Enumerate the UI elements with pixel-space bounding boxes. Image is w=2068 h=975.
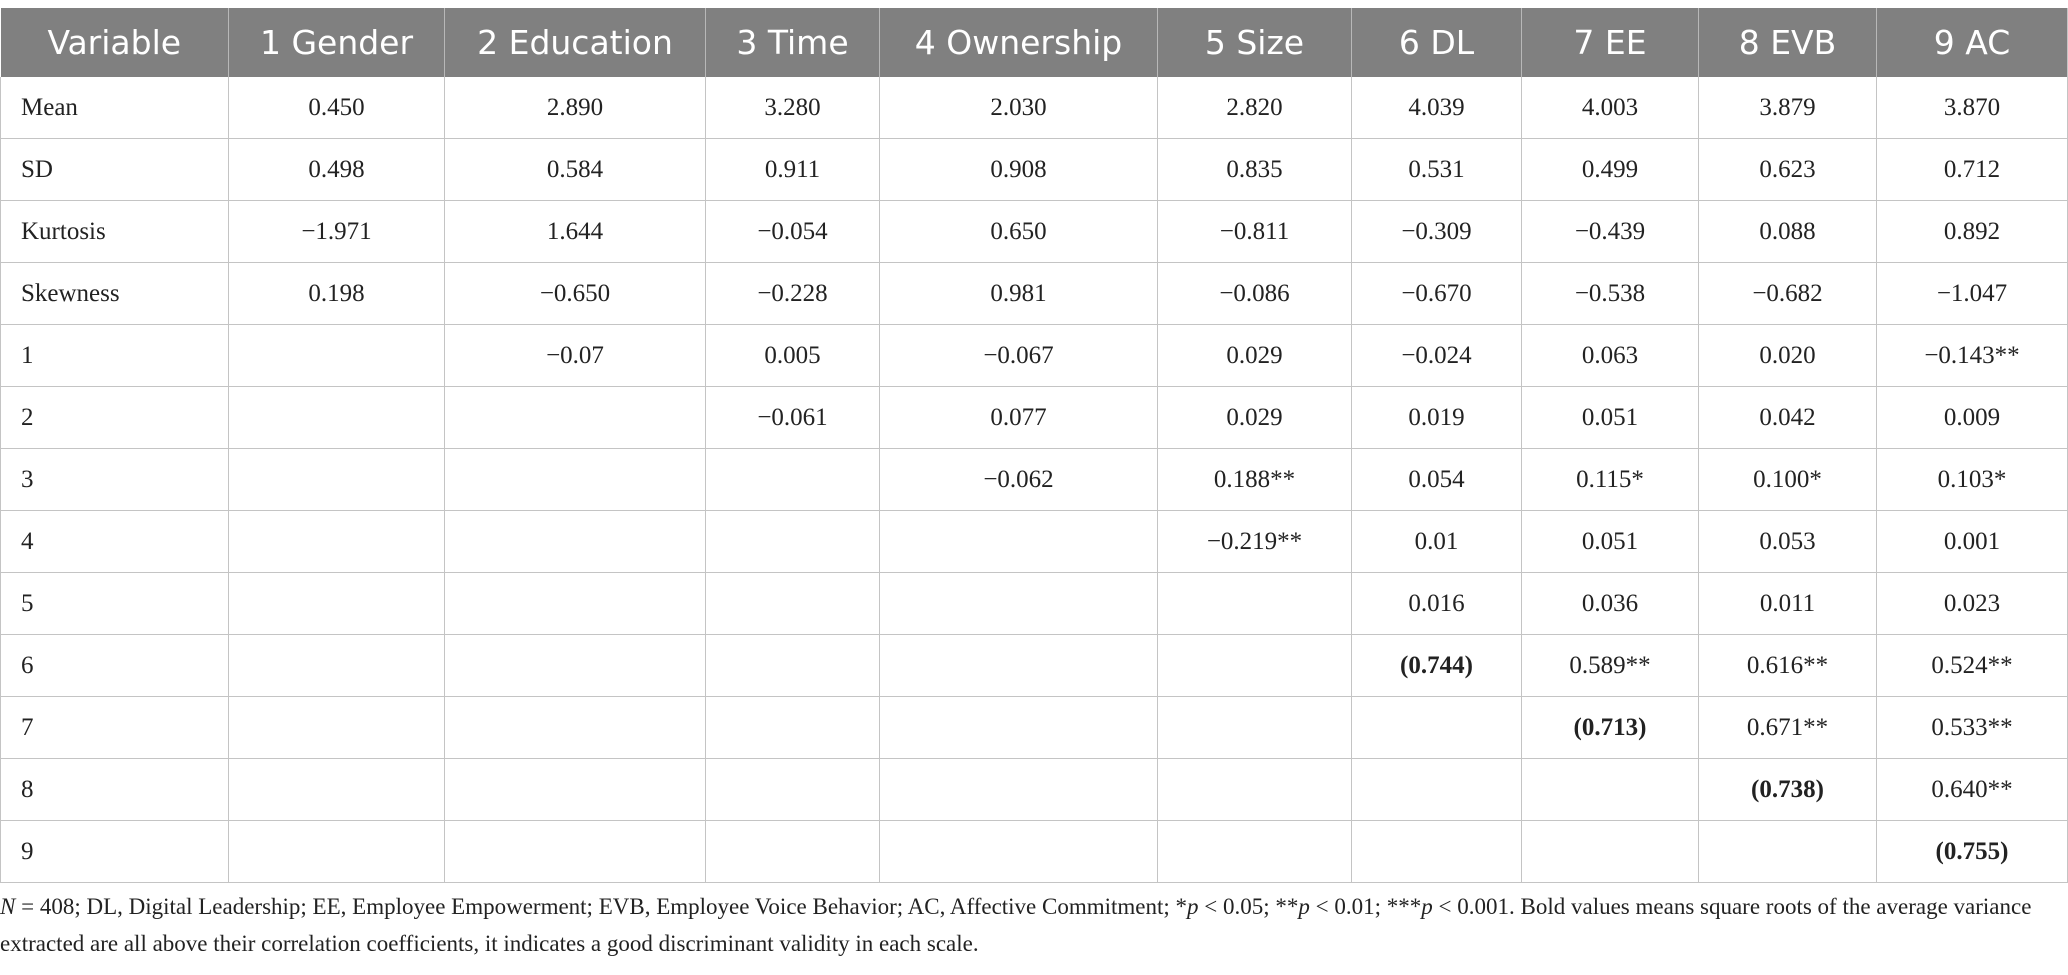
table-cell: −0.061 (706, 387, 880, 449)
table-row (1, 759, 2068, 821)
row-label: Skewness (1, 263, 229, 325)
table-cell: 0.499 (1522, 139, 1699, 201)
table-cell: −0.143** (1877, 325, 2068, 387)
table-cell (1522, 821, 1699, 883)
table-cell: 0.188** (1158, 449, 1352, 511)
table-cell (1158, 573, 1352, 635)
table-cell (445, 821, 706, 883)
table-cell: 0.011 (1699, 573, 1877, 635)
table-cell (229, 573, 445, 635)
table-cell (1158, 697, 1352, 759)
table-cell: 0.023 (1877, 573, 2068, 635)
note-p-symbol-3: p (1421, 894, 1433, 919)
table-cell (229, 511, 445, 573)
table-cell (1352, 697, 1522, 759)
header-row (1, 8, 2068, 77)
row-label: SD (1, 139, 229, 201)
table-cell: 0.001 (1877, 511, 2068, 573)
table-cell: −0.439 (1522, 201, 1699, 263)
table-cell (706, 759, 880, 821)
table-cell: −0.219** (1158, 511, 1352, 573)
table-cell: −0.054 (706, 201, 880, 263)
row-label: Kurtosis (1, 201, 229, 263)
table-cell: −0.309 (1352, 201, 1522, 263)
table-cell: 0.671** (1699, 697, 1877, 759)
table-cell: −0.07 (445, 325, 706, 387)
table-row (1, 325, 2068, 387)
table-cell: 2.820 (1158, 77, 1352, 139)
table-cell: 0.009 (1877, 387, 2068, 449)
table-cell (880, 511, 1158, 573)
row-label: 8 (1, 759, 229, 821)
table-cell: 0.077 (880, 387, 1158, 449)
table-cell: −0.670 (1352, 263, 1522, 325)
table-cell: −0.228 (706, 263, 880, 325)
table-cell: 4.039 (1352, 77, 1522, 139)
row-label: 1 (1, 325, 229, 387)
table-cell: 3.280 (706, 77, 880, 139)
table-cell: 0.115* (1522, 449, 1699, 511)
table-cell: 0.498 (229, 139, 445, 201)
note-p-text-1: < 0.05; ** (1198, 894, 1299, 919)
table-container (0, 8, 2068, 883)
table-body (1, 77, 2068, 883)
table-cell: 0.042 (1699, 387, 1877, 449)
table-cell: 0.051 (1522, 511, 1699, 573)
row-label: 5 (1, 573, 229, 635)
table-cell (445, 635, 706, 697)
table-cell: −0.062 (880, 449, 1158, 511)
table-cell (229, 697, 445, 759)
table-cell: 0.908 (880, 139, 1158, 201)
column-header-8: 8 EVB (1699, 8, 1877, 77)
table-cell: 0.584 (445, 139, 706, 201)
table-cell: 0.450 (229, 77, 445, 139)
row-label: 2 (1, 387, 229, 449)
table-row (1, 511, 2068, 573)
table-cell: −0.024 (1352, 325, 1522, 387)
table-cell (229, 821, 445, 883)
table-cell (229, 759, 445, 821)
table-cell (445, 387, 706, 449)
column-header-1: 1 Gender (229, 8, 445, 77)
table-cell (880, 759, 1158, 821)
table-cell: 0.019 (1352, 387, 1522, 449)
descriptive-statistics-table (0, 8, 2068, 883)
table-cell: 0.531 (1352, 139, 1522, 201)
table-cell (1158, 635, 1352, 697)
table-cell: 2.890 (445, 77, 706, 139)
column-header-5: 5 Size (1158, 8, 1352, 77)
column-header-7: 7 EE (1522, 8, 1699, 77)
table-cell: 0.623 (1699, 139, 1877, 201)
note-n-text: = 408; DL, Digital Leadership; EE, Employee Empowerment; EVB, Employee Voice Behavior; AC, Affective Commitment; * (15, 894, 1188, 919)
table-cell: 0.016 (1352, 573, 1522, 635)
column-header-4: 4 Ownership (880, 8, 1158, 77)
row-label: 9 (1, 821, 229, 883)
table-cell: 0.640** (1877, 759, 2068, 821)
table-cell: −0.086 (1158, 263, 1352, 325)
table-cell: 0.088 (1699, 201, 1877, 263)
table-cell: 0.005 (706, 325, 880, 387)
table-cell: 0.835 (1158, 139, 1352, 201)
table-cell (706, 511, 880, 573)
note-p-symbol-2: p (1298, 894, 1310, 919)
table-cell (445, 449, 706, 511)
table-cell: −0.538 (1522, 263, 1699, 325)
table-cell (445, 573, 706, 635)
table-cell: 0.712 (1877, 139, 2068, 201)
note-p-text-3: < 0.001. Bold values means square roots of the average variance extracted are all above their correlation coefficients, it indicates a good discriminant validity in each scale. (0, 894, 2032, 956)
table-cell: (0.755) (1877, 821, 2068, 883)
table-cell: 3.879 (1699, 77, 1877, 139)
table-row (1, 635, 2068, 697)
table-cell (229, 325, 445, 387)
note-p-text-2: < 0.01; *** (1309, 894, 1422, 919)
table-cell (229, 449, 445, 511)
table-cell (880, 573, 1158, 635)
table-cell (1158, 821, 1352, 883)
table-cell (880, 635, 1158, 697)
table-cell (706, 697, 880, 759)
table-cell (706, 573, 880, 635)
row-label: 4 (1, 511, 229, 573)
table-footnote (0, 888, 2060, 962)
table-row (1, 449, 2068, 511)
table-cell: 0.911 (706, 139, 880, 201)
table-cell: 0.616** (1699, 635, 1877, 697)
column-header-3: 3 Time (706, 8, 880, 77)
column-header-2: 2 Education (445, 8, 706, 77)
table-cell: (0.744) (1352, 635, 1522, 697)
table-cell: (0.738) (1699, 759, 1877, 821)
table-cell: 0.051 (1522, 387, 1699, 449)
table-cell: 0.054 (1352, 449, 1522, 511)
row-label: 6 (1, 635, 229, 697)
table-row (1, 821, 2068, 883)
table-cell (1158, 759, 1352, 821)
table-cell: 0.892 (1877, 201, 2068, 263)
row-label: 7 (1, 697, 229, 759)
table-cell: 0.053 (1699, 511, 1877, 573)
table-row (1, 263, 2068, 325)
table-row (1, 139, 2068, 201)
table-cell: 0.524** (1877, 635, 2068, 697)
note-n-symbol: N (0, 894, 16, 919)
column-header-variable: Variable (1, 8, 229, 77)
table-cell: 0.01 (1352, 511, 1522, 573)
table-row (1, 201, 2068, 263)
table-cell (229, 635, 445, 697)
column-header-9: 9 AC (1877, 8, 2068, 77)
table-cell: (0.713) (1522, 697, 1699, 759)
table-cell: 0.029 (1158, 387, 1352, 449)
table-cell (880, 821, 1158, 883)
table-row (1, 697, 2068, 759)
table-cell: 1.644 (445, 201, 706, 263)
table-cell: 0.103* (1877, 449, 2068, 511)
table-row (1, 573, 2068, 635)
table-cell (1352, 759, 1522, 821)
table-cell: 0.198 (229, 263, 445, 325)
table-cell (445, 511, 706, 573)
table-cell: 0.063 (1522, 325, 1699, 387)
column-header-6: 6 DL (1352, 8, 1522, 77)
table-cell: 2.030 (880, 77, 1158, 139)
table-cell (1699, 821, 1877, 883)
note-p-symbol-1: p (1187, 894, 1199, 919)
table-cell (445, 759, 706, 821)
table-cell: 0.036 (1522, 573, 1699, 635)
table-cell: −0.682 (1699, 263, 1877, 325)
table-cell: 0.650 (880, 201, 1158, 263)
table-cell: 0.533** (1877, 697, 2068, 759)
table-cell: −0.067 (880, 325, 1158, 387)
table-row (1, 77, 2068, 139)
table-cell: −1.971 (229, 201, 445, 263)
table-cell: 0.981 (880, 263, 1158, 325)
table-cell: 4.003 (1522, 77, 1699, 139)
table-cell: −1.047 (1877, 263, 2068, 325)
table-cell (445, 697, 706, 759)
row-label: 3 (1, 449, 229, 511)
table-cell (706, 449, 880, 511)
table-cell: 0.100* (1699, 449, 1877, 511)
table-cell: 3.870 (1877, 77, 2068, 139)
row-label: Mean (1, 77, 229, 139)
table-cell (880, 697, 1158, 759)
table-cell: 0.029 (1158, 325, 1352, 387)
table-cell (229, 387, 445, 449)
table-cell (1522, 759, 1699, 821)
table-cell (706, 821, 880, 883)
table-cell (1352, 821, 1522, 883)
table-cell (706, 635, 880, 697)
table-cell: −0.650 (445, 263, 706, 325)
table-row (1, 387, 2068, 449)
table-cell: −0.811 (1158, 201, 1352, 263)
table-cell: 0.589** (1522, 635, 1699, 697)
table-cell: 0.020 (1699, 325, 1877, 387)
